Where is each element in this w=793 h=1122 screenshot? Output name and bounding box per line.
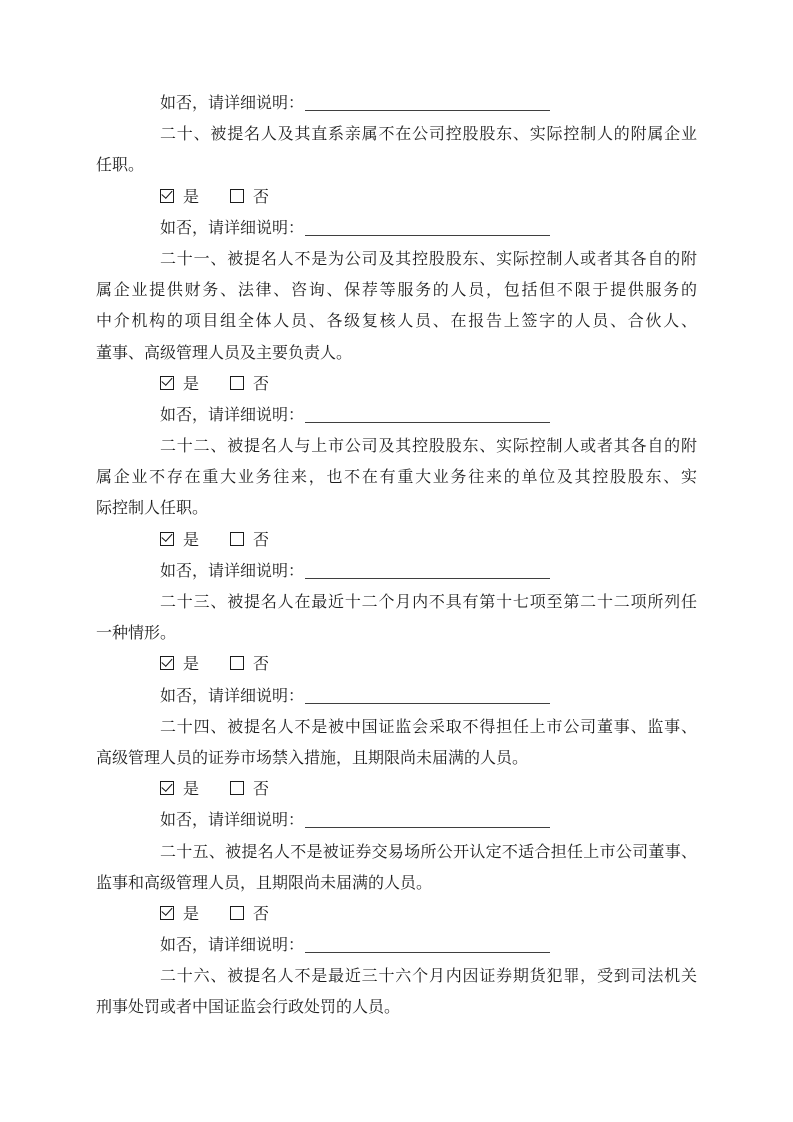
- no-checkbox[interactable]: [230, 656, 244, 670]
- document-content: [96, 88, 697, 1024]
- yes-checkbox[interactable]: [160, 656, 174, 670]
- explain-row: [96, 213, 697, 244]
- no-checkbox[interactable]: [230, 781, 244, 795]
- no-checkbox[interactable]: [230, 906, 244, 920]
- yes-no-row: [96, 182, 697, 213]
- yes-label: 是: [183, 905, 200, 923]
- paragraph-line: 属企业不存在重大业务往来，也不在有重大业务往来的单位及其控股股东、实: [96, 469, 697, 487]
- explain-blank-field[interactable]: [305, 934, 550, 953]
- check-icon: [161, 780, 172, 791]
- yes-checkbox[interactable]: [160, 532, 174, 546]
- check-icon: [161, 905, 172, 916]
- yes-no-row: [96, 525, 697, 556]
- no-label: 否: [253, 188, 270, 206]
- yes-no-row: [96, 649, 697, 680]
- paragraph-line: 二十二、被提名人与上市公司及其控股股东、实际控制人或者其各自的附: [160, 438, 697, 456]
- paragraph-line: 二十五、被提名人不是被证券交易场所公开认定不适合担任上市公司董事、: [160, 843, 697, 861]
- explain-blank-field[interactable]: [305, 404, 550, 423]
- explain-label: 如否，请详细说明：: [160, 937, 305, 955]
- item-22-paragraph: [96, 431, 697, 525]
- explain-row: [96, 88, 697, 119]
- item-21-paragraph: [96, 244, 697, 369]
- explain-row: [96, 556, 697, 587]
- explain-label: 如否，请详细说明：: [160, 687, 305, 705]
- yes-no-row: [96, 369, 697, 400]
- yes-label: 是: [183, 531, 200, 549]
- paragraph-line: 二十一、被提名人不是为公司及其控股股东、实际控制人或者其各自的附: [160, 250, 697, 268]
- yes-checkbox[interactable]: [160, 781, 174, 795]
- explain-label: 如否，请详细说明：: [160, 562, 305, 580]
- yes-checkbox[interactable]: [160, 906, 174, 920]
- explain-blank-field[interactable]: [305, 560, 550, 579]
- no-checkbox[interactable]: [230, 532, 244, 546]
- paragraph-line: 二十三、被提名人在最近十二个月内不具有第十七项至第二十二项所列任: [160, 594, 697, 611]
- item-23-paragraph: [96, 587, 697, 649]
- yes-checkbox[interactable]: [160, 376, 174, 390]
- yes-label: 是: [183, 781, 200, 799]
- yes-checkbox[interactable]: [160, 189, 174, 203]
- item-25-paragraph: [96, 837, 697, 899]
- paragraph-line: 一种情形。: [96, 625, 177, 643]
- item-24-paragraph: [96, 712, 697, 774]
- no-label: 否: [253, 656, 270, 674]
- paragraph-line: 二十六、被提名人不是最近三十六个月内因证券期货犯罪，受到司法机关: [160, 968, 697, 986]
- paragraph-line: 际控制人任职。: [96, 500, 209, 518]
- explain-blank-field[interactable]: [305, 92, 550, 111]
- no-checkbox[interactable]: [230, 189, 244, 203]
- paragraph-line: 任职。: [96, 157, 145, 175]
- yes-label: 是: [183, 375, 200, 393]
- paragraph-line: 董事、高级管理人员及主要负责人。: [96, 344, 353, 362]
- yes-no-row: [96, 774, 697, 805]
- check-icon: [161, 531, 172, 542]
- paragraph-line: 高级管理人员的证券市场禁入措施，且期限尚未届满的人员。: [96, 749, 529, 767]
- paragraph-line: 属企业提供财务、法律、咨询、保荐等服务的人员，包括但不限于提供服务的: [96, 282, 697, 300]
- check-icon: [161, 655, 172, 666]
- item-26-paragraph: [96, 961, 697, 1023]
- explain-row: [96, 400, 697, 431]
- explain-row: [96, 805, 697, 836]
- explain-row: [96, 930, 697, 961]
- yes-label: 是: [183, 656, 200, 674]
- no-checkbox[interactable]: [230, 376, 244, 390]
- check-icon: [161, 188, 172, 199]
- no-label: 否: [253, 905, 270, 923]
- explain-blank-field[interactable]: [305, 809, 550, 828]
- paragraph-line: 监事和高级管理人员，且期限尚未届满的人员。: [96, 874, 433, 892]
- explain-row: [96, 681, 697, 712]
- explain-label: 如否，请详细说明：: [160, 812, 305, 830]
- explain-label: 如否，请详细说明：: [160, 95, 305, 112]
- explain-label: 如否，请详细说明：: [160, 406, 305, 424]
- paragraph-line: 中介机构的项目组全体人员、各级复核人员、在报告上签字的人员、合伙人、: [96, 313, 697, 331]
- yes-no-row: [96, 899, 697, 930]
- explain-label: 如否，请详细说明：: [160, 219, 305, 237]
- no-label: 否: [253, 531, 270, 549]
- check-icon: [161, 375, 172, 386]
- paragraph-line: 二十四、被提名人不是被中国证监会采取不得担任上市公司董事、监事、: [160, 718, 697, 736]
- yes-label: 是: [183, 188, 200, 206]
- explain-blank-field[interactable]: [305, 685, 550, 704]
- paragraph-line: 二十、被提名人及其直系亲属不在公司控股股东、实际控制人的附属企业: [160, 126, 697, 144]
- paragraph-line: 刑事处罚或者中国证监会行政处罚的人员。: [96, 999, 401, 1017]
- no-label: 否: [253, 781, 270, 799]
- explain-blank-field[interactable]: [305, 217, 550, 236]
- item-20-paragraph: [96, 119, 697, 181]
- no-label: 否: [253, 375, 270, 393]
